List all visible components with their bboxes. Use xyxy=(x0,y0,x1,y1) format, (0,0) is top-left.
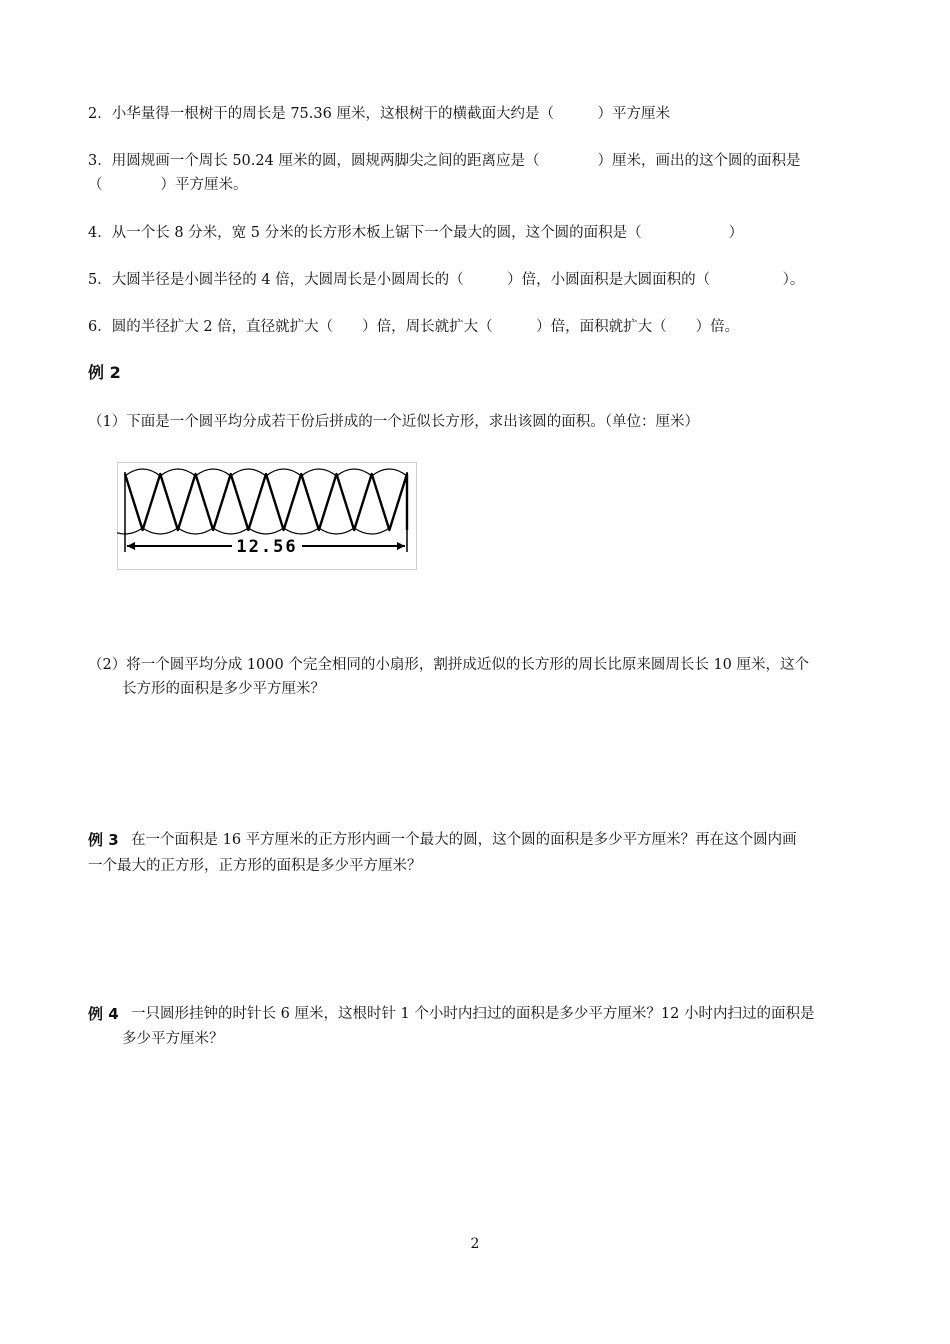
question-3-line-2: （ ）平方厘米。 xyxy=(88,177,248,193)
figure-length-label: 12.56 xyxy=(236,537,298,557)
example-4-line-1: 一只圆形挂钟的时针长 6 厘米，这根时针 1 个小时内扫过的面积是多少平方厘米？12 小时内扫过的面积是 xyxy=(131,1006,815,1022)
example-4-heading: 例 4 xyxy=(88,1005,119,1023)
example-4-line-2: 多少平方厘米？ xyxy=(122,1031,224,1047)
example-2-part-2-line-1: （2）将一个圆平均分成 1000 个完全相同的小扇形，割拼成近似的长方形的周长比原来圆周长长 10 厘米，这个 xyxy=(88,657,810,673)
question-5: 5．大圆半径是小圆半径的 4 倍，大圆周长是小圆周长的（ ）倍，小圆面积是大圆面积的（ ）。 xyxy=(88,272,805,288)
example-2-part-2-line-2: 长方形的面积是多少平方厘米？ xyxy=(122,681,325,697)
approximate-rectangle-figure xyxy=(117,462,417,570)
page-number: 2 xyxy=(470,1236,480,1252)
example-3-line-1: 在一个面积是 16 平方厘米的正方形内画一个最大的圆，这个圆的面积是多少平方厘米？再在这个圆内画 xyxy=(131,832,797,848)
example-2-heading: 例 2 xyxy=(88,363,121,382)
example-2-part-1: （1）下面是一个圆平均分成若干份后拼成的一个近似长方形，求出该圆的面积。（单位：厘米） xyxy=(88,414,699,430)
example-3-heading: 例 3 xyxy=(88,831,119,849)
question-6: 6．圆的半径扩大 2 倍，直径就扩大（ ）倍，周长就扩大（ ）倍，面积就扩大（ ）倍。 xyxy=(88,319,740,335)
question-2: 2．小华量得一根树干的周长是 75.36 厘米，这根树干的横截面大约是（ ）平方厘米 xyxy=(88,106,670,122)
question-4: 4．从一个长 8 分米，宽 5 分米的长方形木板上锯下一个最大的圆，这个圆的面积是（ ） xyxy=(88,225,744,241)
example-3-line-2: 一个最大的正方形，正方形的面积是多少平方厘米？ xyxy=(88,858,422,874)
question-3-line-1: 3．用圆规画一个周长 50.24 厘米的圆，圆规两脚尖之间的距离应是（ ）厘米，画出的这个圆的面积是 xyxy=(88,153,801,169)
